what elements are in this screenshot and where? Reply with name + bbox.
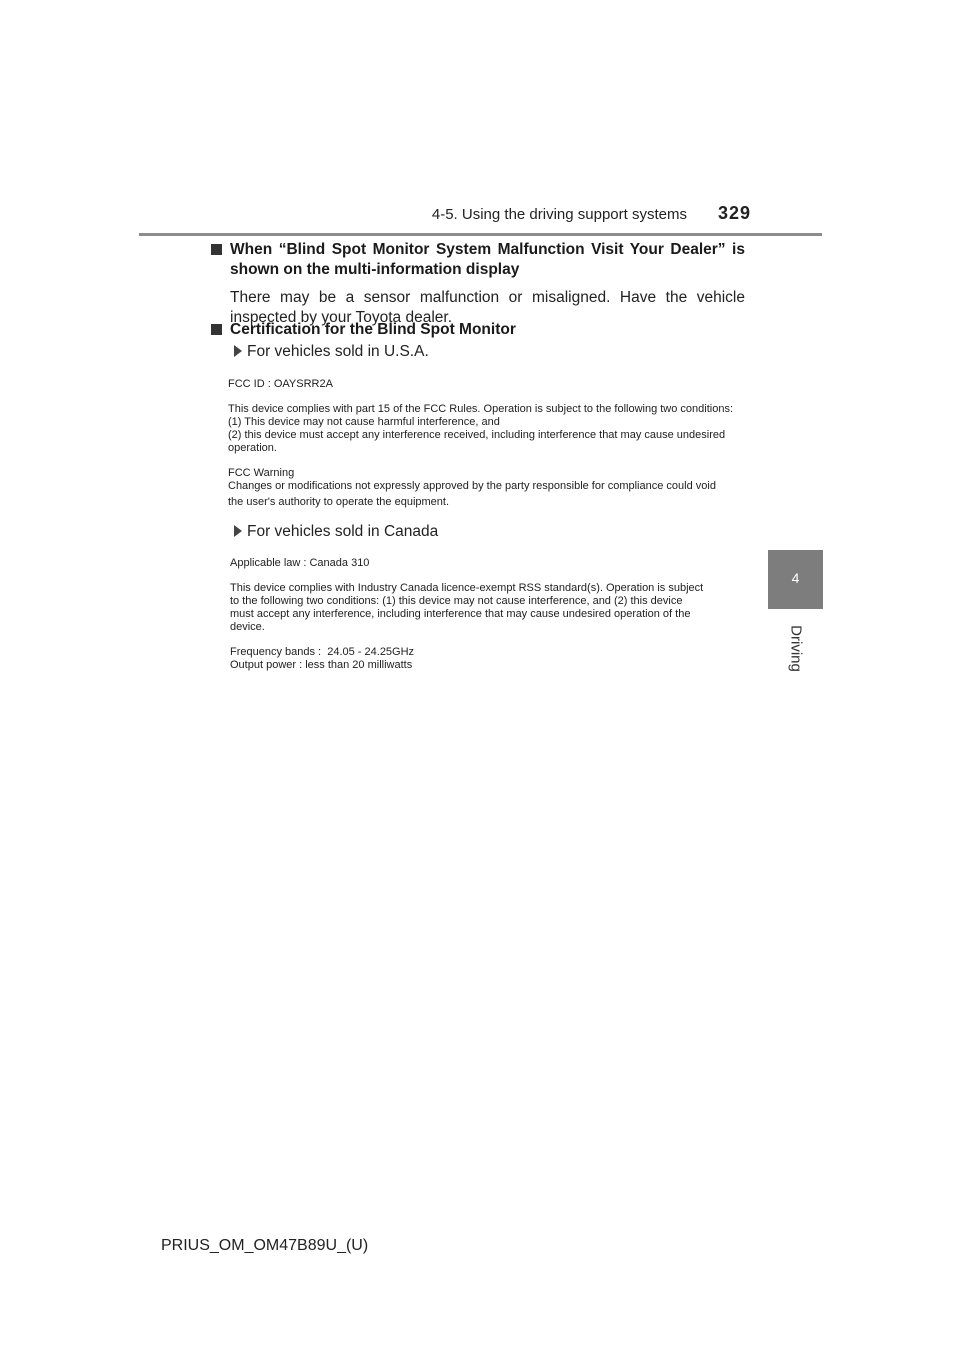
frequency-bands: Frequency bands : 24.05 - 24.25GHz — [230, 646, 415, 658]
usa-sub-item — [234, 343, 429, 361]
canada-compliance-line-3: must accept any interference, including interference that may cause undesired operation of the — [230, 608, 691, 620]
usa-compliance-line-1: This device complies with part 15 of the FCC Rules. Operation is subject to the following two conditions: — [228, 403, 734, 415]
chapter-tab[interactable] — [768, 550, 823, 609]
certification-heading — [211, 320, 745, 340]
canada-sub-item-label: For vehicles sold in Canada — [247, 523, 439, 540]
malfunction-section — [211, 240, 745, 328]
usa-certification-label — [228, 378, 748, 509]
fcc-warning-title: FCC Warning — [228, 467, 295, 479]
square-bullet-icon — [211, 244, 222, 255]
triangle-bullet-icon — [234, 525, 242, 537]
usa-compliance-line-2: (1) This device may not cause harmful interference, and — [228, 416, 500, 428]
canada-compliance-line-4: device. — [230, 621, 265, 633]
usa-sub-item-label: For vehicles sold in U.S.A. — [247, 343, 429, 360]
page-number: 329 — [718, 203, 752, 223]
canada-certification-label — [230, 557, 750, 672]
chapter-number: 4 — [791, 570, 800, 586]
fcc-id: FCC ID : OAYSRR2A — [228, 378, 333, 390]
canada-sub-item — [234, 523, 438, 541]
applicable-law: Applicable law : Canada 310 — [230, 557, 370, 569]
canada-compliance-line-2: to the following two conditions: (1) this device may not cause interference, and (2) this device — [230, 595, 683, 607]
header-section-title: 4-5. Using the driving support systems — [431, 206, 687, 223]
fcc-warning-line-2: the user's authority to operate the equipment. — [228, 496, 450, 508]
triangle-bullet-icon — [234, 345, 242, 357]
output-power: Output power : less than 20 milliwatts — [230, 659, 413, 671]
header-divider — [139, 233, 822, 236]
usa-compliance-line-3: (2) this device must accept any interference received, including interference that may cause undesired — [228, 429, 726, 441]
square-bullet-icon — [211, 324, 222, 335]
fcc-warning-line-1: Changes or modifications not expressly approved by the party responsible for compliance could void — [228, 480, 716, 492]
chapter-label-text: Driving — [787, 625, 805, 672]
usa-compliance-line-4: operation. — [228, 442, 277, 454]
document-code: PRIUS_OM_OM47B89U_(U) — [161, 1237, 369, 1254]
canada-compliance-line-1: This device complies with Industry Canada licence-exempt RSS standard(s). Operation is subject — [230, 582, 704, 594]
malfunction-body: There may be a sensor malfunction or misaligned. Have the vehicle inspected by your Toyota dealer. — [230, 289, 745, 326]
malfunction-heading — [211, 240, 745, 280]
malfunction-heading-text: When “Blind Spot Monitor System Malfunction Visit Your Dealer” is shown on the multi-information display — [230, 241, 745, 278]
certification-section — [211, 320, 745, 340]
certification-heading-text: Certification for the Blind Spot Monitor — [230, 321, 516, 338]
